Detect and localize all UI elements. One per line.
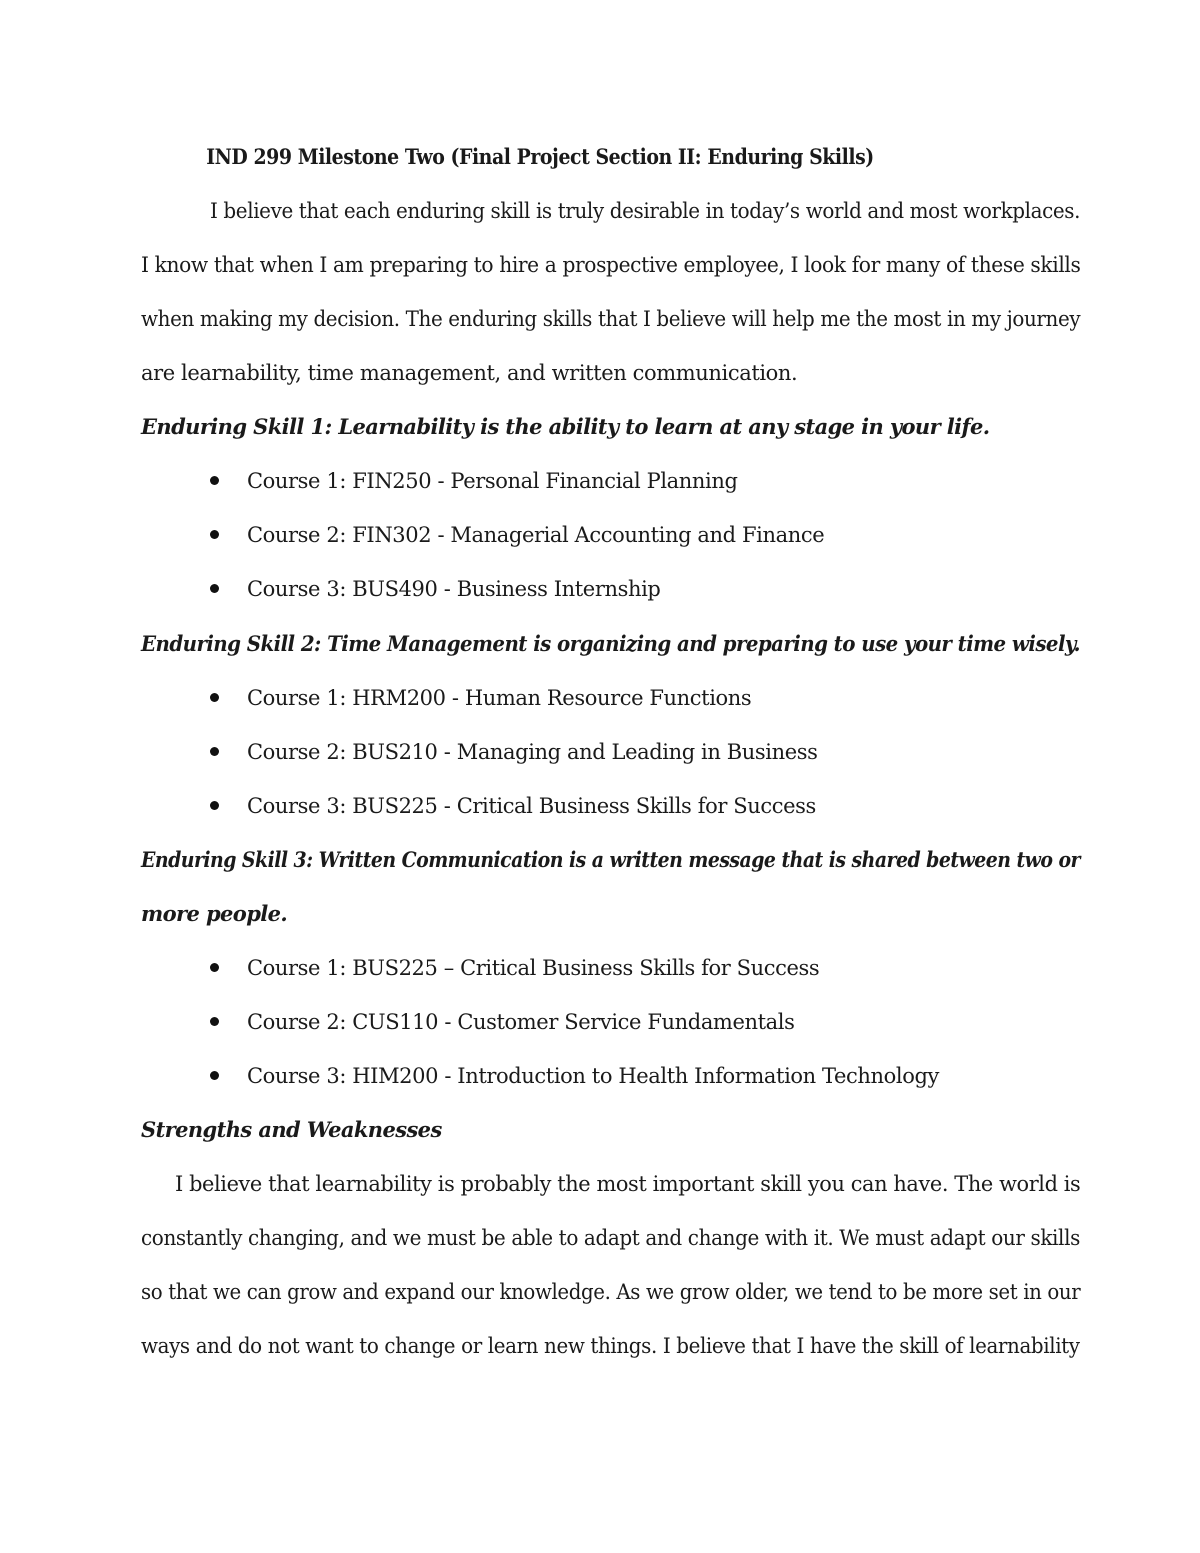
bullet-icon xyxy=(210,1017,219,1026)
course-text: Course 3: HIM200 - Introduction to Health Information Technology xyxy=(247,1064,939,1088)
bullet-icon xyxy=(210,530,219,539)
course-text: Course 2: FIN302 - Managerial Accounting and Finance xyxy=(247,523,825,547)
section-heading: Strengths and Weaknesses xyxy=(141,1117,442,1142)
bullet-icon xyxy=(210,963,219,972)
course-text: Course 1: FIN250 - Personal Financial Planning xyxy=(247,469,738,493)
bullet-icon xyxy=(210,801,219,810)
skill-heading: more people. xyxy=(141,901,288,926)
intro-line: I believe that each enduring skill is truly desirable in today’s world and most workplaces. xyxy=(210,199,1081,223)
document-title: IND 299 Milestone Two (Final Project Section II: Enduring Skills) xyxy=(206,144,874,169)
bullet-icon xyxy=(210,1071,219,1080)
skill-heading: Enduring Skill 3: Written Communication is a written message that is shared between two or xyxy=(141,847,1080,872)
intro-line: when making my decision. The enduring skills that I believe will help me the most in my journey xyxy=(141,307,1081,331)
intro-line: are learnability, time management, and written communication. xyxy=(141,361,798,385)
bullet-icon xyxy=(210,747,219,756)
course-text: Course 1: HRM200 - Human Resource Functions xyxy=(247,686,752,710)
course-text: Course 2: BUS210 - Managing and Leading in Business xyxy=(247,740,818,764)
bullet-icon xyxy=(210,476,219,485)
body-line: ways and do not want to change or learn new things. I believe that I have the skill of learnability xyxy=(141,1334,1080,1358)
course-text: Course 1: BUS225 – Critical Business Skills for Success xyxy=(247,956,820,980)
course-text: Course 3: BUS490 - Business Internship xyxy=(247,577,661,601)
body-line: I believe that learnability is probably the most important skill you can have. The world is xyxy=(175,1172,1081,1196)
course-text: Course 3: BUS225 - Critical Business Skills for Success xyxy=(247,794,816,818)
body-line: so that we can grow and expand our knowledge. As we grow older, we tend to be more set in our xyxy=(141,1280,1081,1304)
skill-heading: Enduring Skill 1: Learnability is the ability to learn at any stage in your life. xyxy=(141,414,990,439)
bullet-icon xyxy=(210,693,219,702)
intro-line: I know that when I am preparing to hire a prospective employee, I look for many of these skills xyxy=(141,253,1081,277)
course-text: Course 2: CUS110 - Customer Service Fundamentals xyxy=(247,1010,795,1034)
skill-heading: Enduring Skill 2: Time Management is organizing and preparing to use your time wisely. xyxy=(141,631,1080,656)
body-line: constantly changing, and we must be able to adapt and change with it. We must adapt our skills xyxy=(141,1226,1080,1250)
bullet-icon xyxy=(210,584,219,593)
